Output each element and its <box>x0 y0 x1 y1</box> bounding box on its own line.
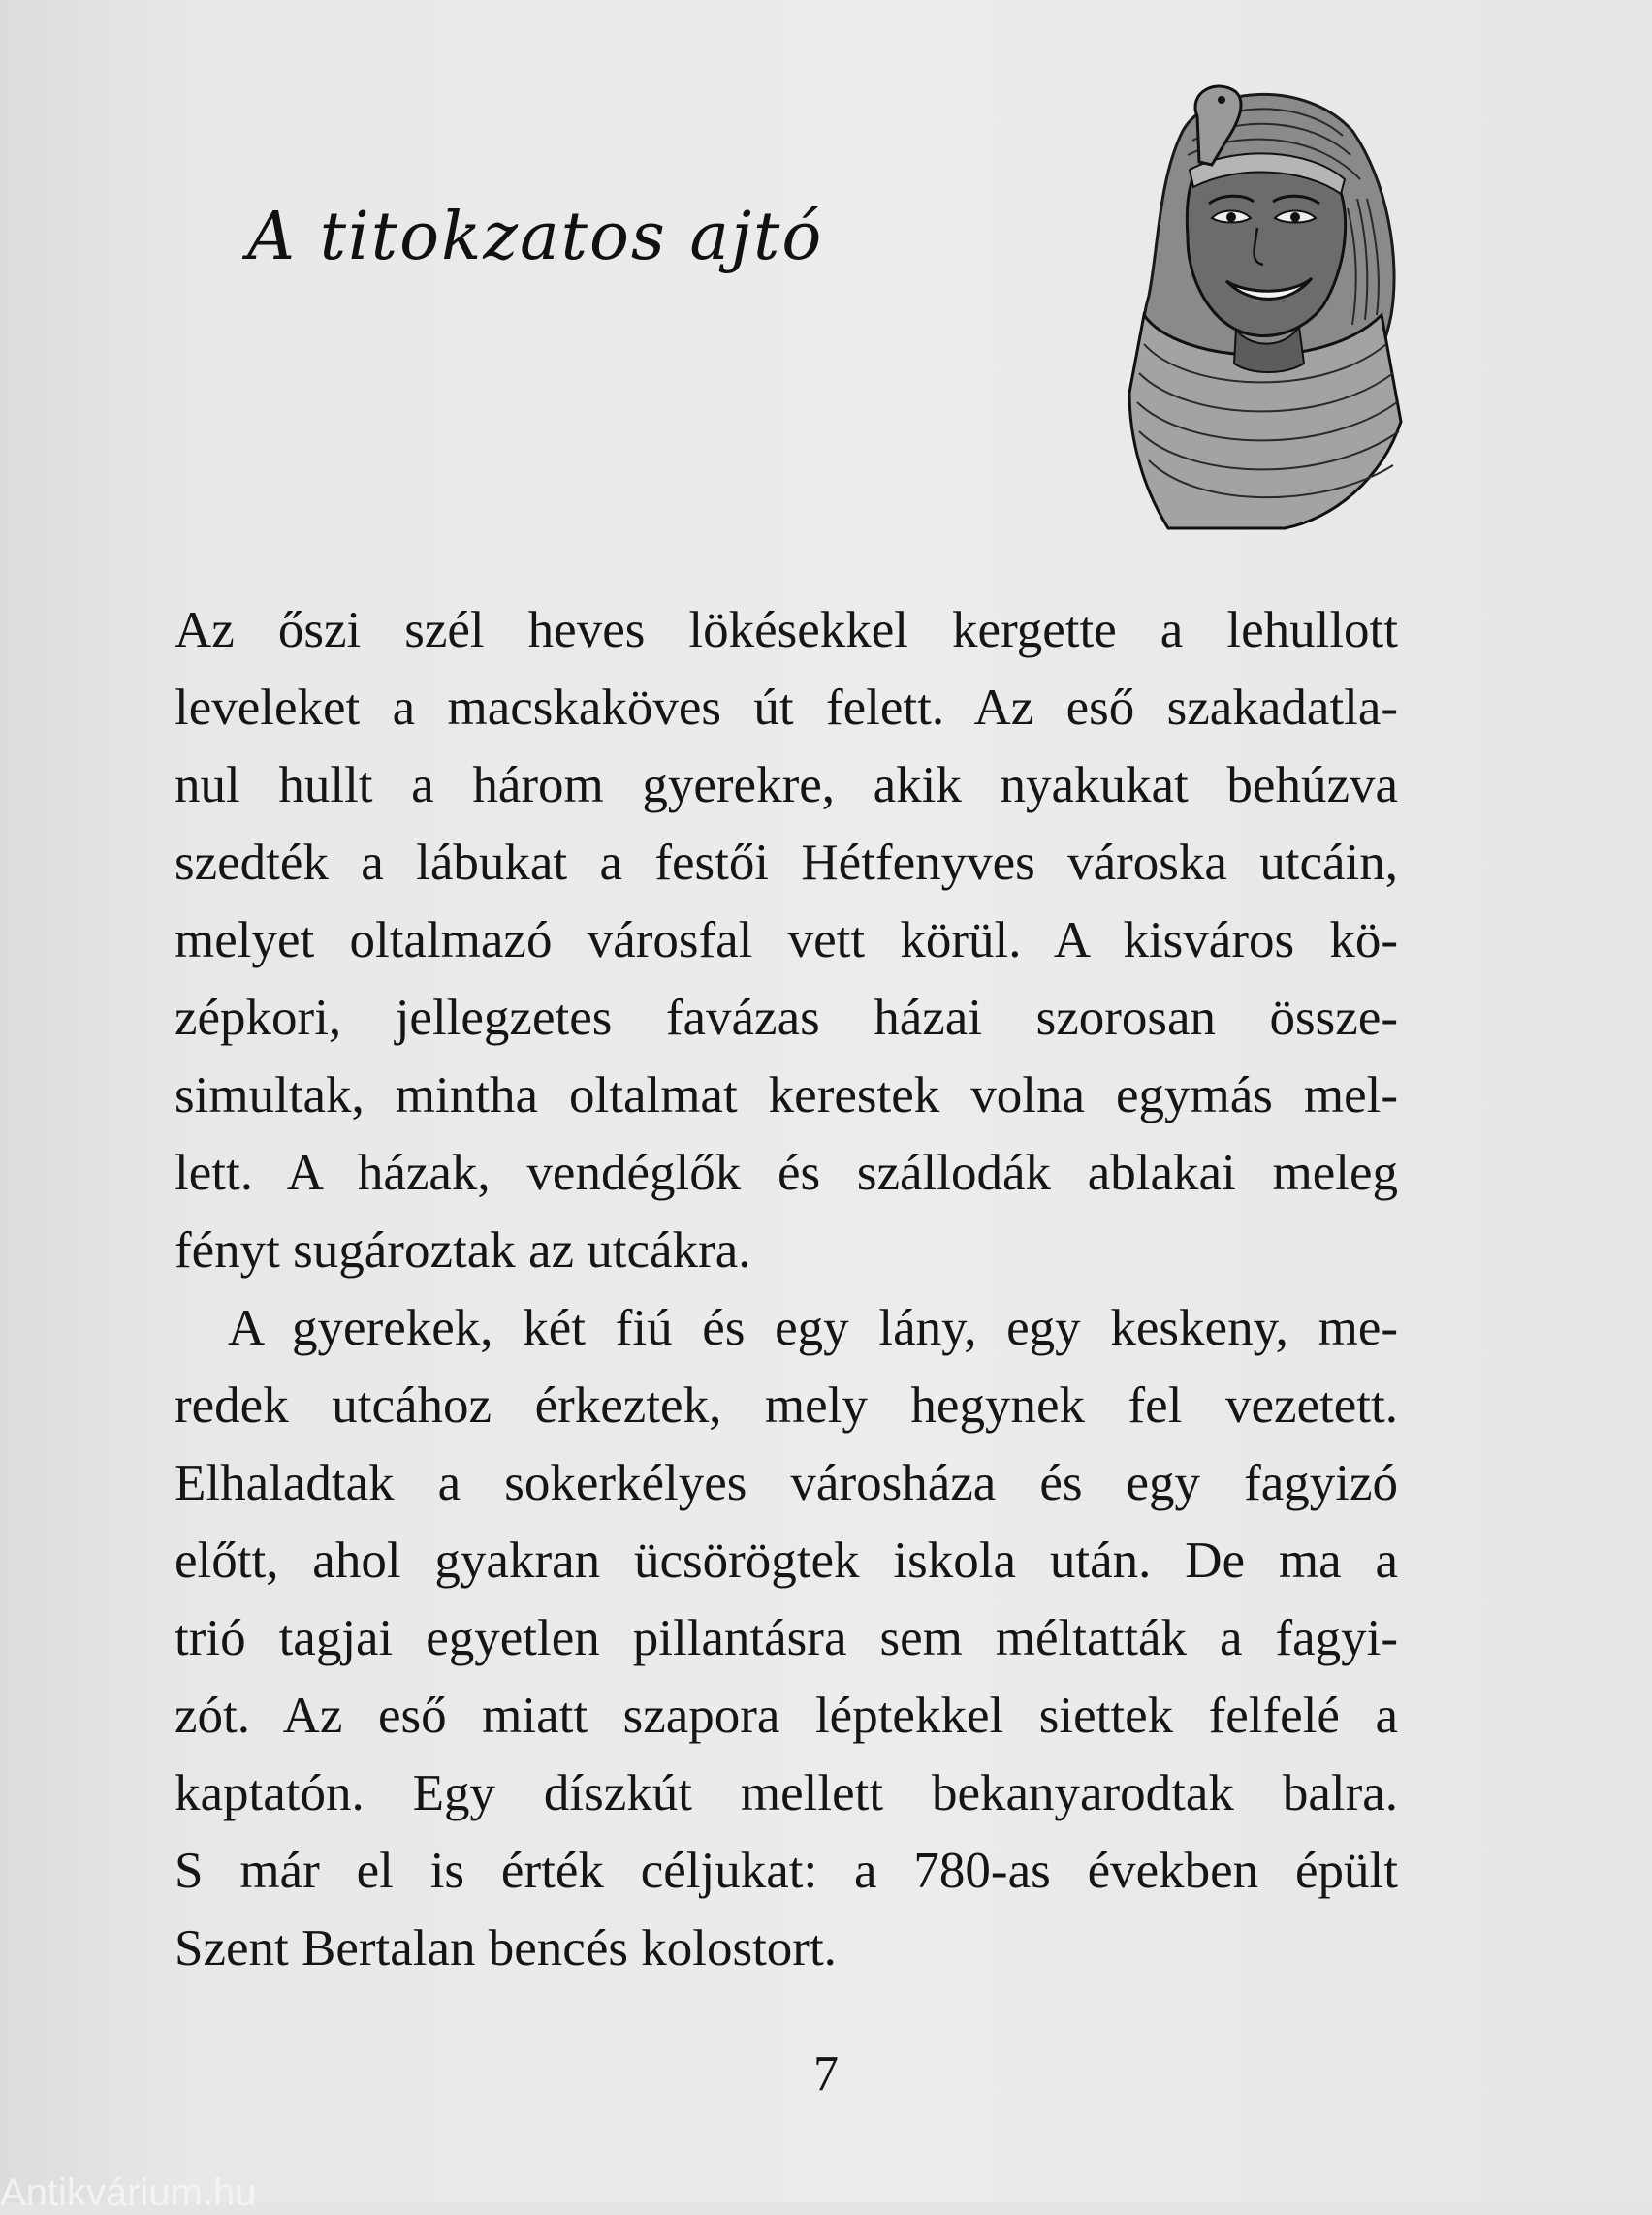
watermark: Antikvárium.hu <box>0 2171 257 2214</box>
text-line: szedték a lábukat a festői Hétfenyves városka utcáin, <box>175 835 1398 891</box>
pharaoh-illustration <box>1091 73 1411 538</box>
text-line: lett. A házak, vendéglők és szállodák ablakai meleg <box>175 1145 1398 1201</box>
text-line: fényt sugároztak az utcákra. <box>175 1222 751 1279</box>
text-line: előtt, ahol gyakran ücsörögtek iskola után. De ma a <box>175 1533 1398 1589</box>
text-line: Az őszi szél heves lökésekkel kergette a lehullott <box>175 602 1398 658</box>
text-line: S már el is érték céljukat: a 780-as években épült <box>175 1843 1398 1899</box>
text-line: nul hullt a három gyerekre, akik nyakukat behúzva <box>175 757 1398 813</box>
body-text <box>175 591 1398 1987</box>
text-line: melyet oltalmazó városfal vett körül. A kisváros kö- <box>175 912 1398 968</box>
text-line: leveleket a macskaköves út felett. Az eső szakadatla- <box>175 680 1398 736</box>
paragraph <box>175 1289 1398 1987</box>
text-line: Elhaladtak a sokerkélyes városháza és egy fagyizó <box>175 1455 1398 1511</box>
paragraph <box>175 591 1398 1289</box>
text-line: redek utcához érkeztek, mely hegynek fel vezetett. <box>175 1377 1398 1434</box>
text-line: A gyerekek, két fiú és egy lány, egy keskeny, me- <box>228 1300 1398 1356</box>
page-number: 7 <box>813 2046 839 2102</box>
text-line: simultak, mintha oltalmat kerestek volna egymás mel- <box>175 1067 1398 1123</box>
text-line: zót. Az eső miatt szapora léptekkel siettek felfelé a <box>175 1688 1398 1744</box>
text-line: trió tagjai egyetlen pillantásra sem méltatták a fagyi- <box>175 1610 1398 1666</box>
chapter-title: A titokzatos ajtó <box>247 199 824 275</box>
text-line: zépkori, jellegzetes favázas házai szorosan össze- <box>175 990 1398 1046</box>
text-line: Szent Bertalan bencés kolostort. <box>175 1920 837 1977</box>
text-line: kaptatón. Egy díszkút mellett bekanyarodtak balra. <box>175 1765 1398 1821</box>
